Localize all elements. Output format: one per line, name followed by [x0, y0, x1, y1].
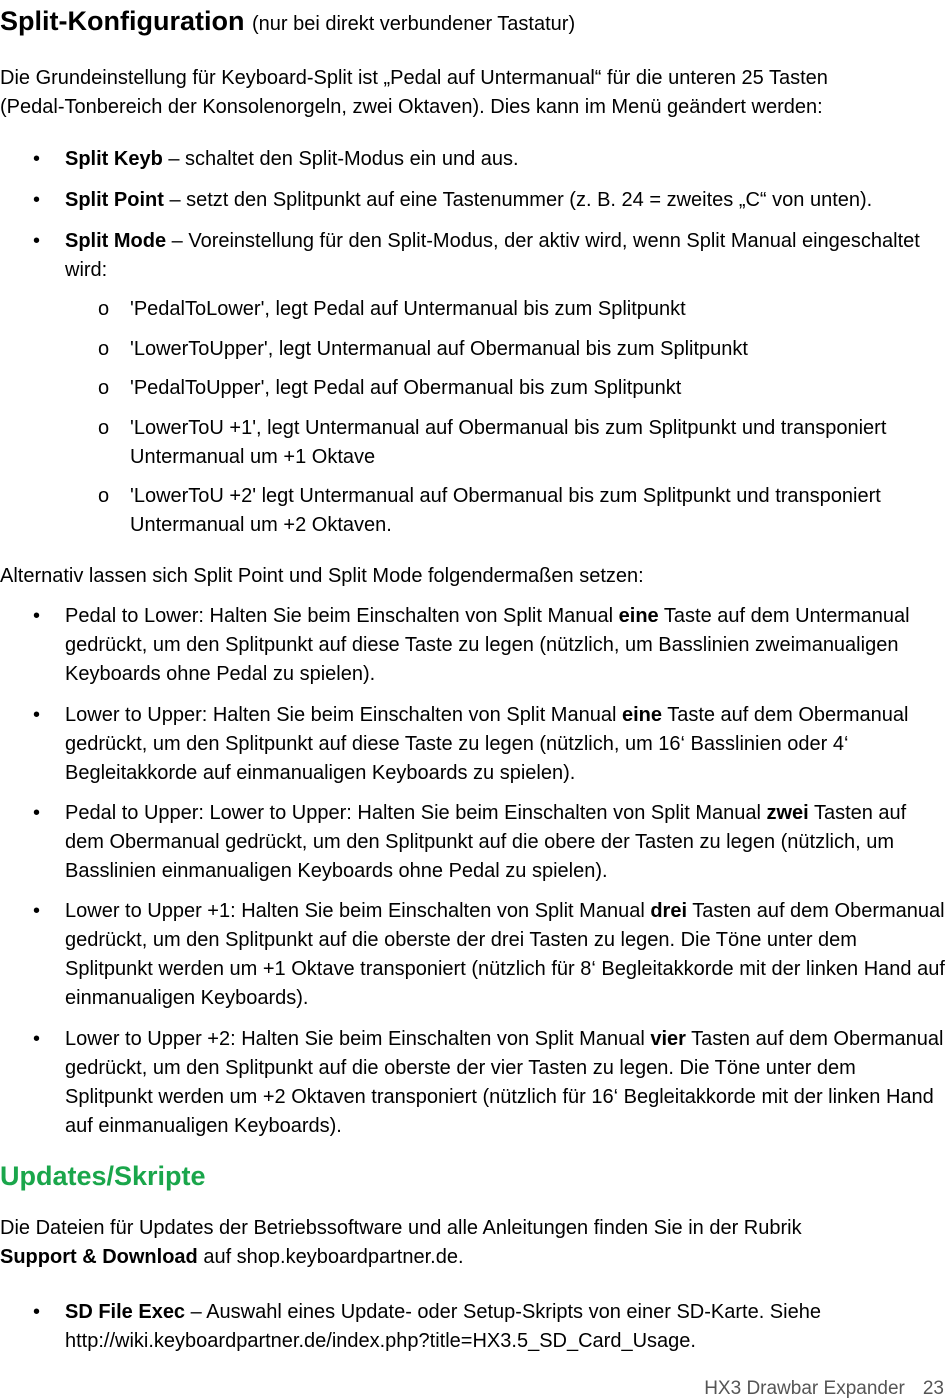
split-mode-option-text: 'PedalToUpper', legt Pedal auf Obermanual bis zum Splitpunkt — [130, 377, 682, 399]
alt-item-emphasis: eine — [621, 704, 662, 726]
updates-heading: Updates/Skripte — [0, 1161, 206, 1191]
menu-item-desc: – Auswahl eines Update- oder Setup-Skripts von einer SD-Karte. Siehe http://wiki.keyboardpartner.de/index.php?title=HX3.5_SD_Card_Usage. — [65, 1301, 821, 1352]
bullet-icon: • — [33, 704, 41, 726]
split-config-subtitle: (nur bei direkt verbundener Tastatur) — [251, 13, 576, 35]
split-intro-line-1: Die Grundeinstellung für Keyboard-Split ist „Pedal auf Untermanual“ für die unteren 25 Tasten — [0, 67, 828, 89]
bullet-icon: • — [33, 1301, 41, 1323]
bullet-icon: • — [33, 900, 41, 922]
bullet-icon: • — [33, 1028, 41, 1050]
bullet-icon: • — [33, 802, 41, 824]
alt-item-emphasis: vier — [650, 1028, 686, 1050]
split-config-heading — [0, 6, 575, 37]
alt-item-text: Taste auf dem Untermanual gedrückt, um den Splitpunkt auf diese Taste zu legen (nützlich, um Basslinien zweimanualigen Keyboards ohne Pedal zu spielen). — [65, 605, 910, 685]
menu-item-term: SD File Exec — [65, 1301, 186, 1323]
alt-intro-text: Alternativ lassen sich Split Point und Split Mode folgendermaßen setzen: — [0, 565, 644, 587]
circle-bullet-icon: o — [98, 417, 110, 439]
alt-item-emphasis: eine — [618, 605, 659, 627]
alt-item-text: Tasten auf dem Obermanual gedrückt, um den Splitpunkt auf die oberste der vier Tasten zu legen. Die Töne unter dem Splitpunkt werden um +2 Oktaven transponiert (nützlich für 16‘ Begleitakkorde mit der linken Hand auf einmanualigen Keyboards). — [65, 1028, 944, 1137]
split-mode-option-text: 'LowerToUpper', legt Untermanual auf Obermanual bis zum Splitpunkt — [130, 338, 748, 360]
split-mode-option-text: 'PedalToLower', legt Pedal auf Untermanual bis zum Splitpunkt — [130, 298, 686, 320]
alt-item-text: Tasten auf dem Obermanual gedrückt, um den Splitpunkt auf die oberste der drei Tasten zu legen. Die Töne unter dem Splitpunkt werden um +1 Oktave transponiert (nützlich für 8‘ Begleitakkorde mit der linken Hand auf einmanualigen Keyboards). — [65, 900, 945, 1009]
split-mode-option-text: 'LowerToU +2' legt Untermanual auf Obermanual bis zum Splitpunkt und transponiert Untermanual um +2 Oktaven. — [130, 485, 881, 536]
alt-item-text: Taste auf dem Obermanual gedrückt, um den Splitpunkt auf diese Taste zu legen (nützlich, um 16‘ Basslinien oder 4‘ Begleitakkorde auf einmanualigen Keyboards zu spielen). — [65, 704, 909, 784]
alt-item-text: Pedal to Upper: Lower to Upper: Halten Sie beim Einschalten von Split Manual — [65, 802, 767, 824]
alt-item-text: Tasten auf dem Obermanual gedrückt, um den Splitpunkt auf die obere der Tasten zu legen (nützlich, um Basslinien einmanualigen Keyboards ohne Pedal zu spielen). — [65, 802, 907, 882]
menu-item-term: Split Keyb — [65, 148, 163, 170]
updates-intro-text: Die Dateien für Updates der Betriebssoftware und alle Anleitungen finden Sie in der Rubrik — [0, 1217, 802, 1239]
circle-bullet-icon: o — [98, 338, 110, 360]
menu-item-term: Split Point — [65, 189, 164, 211]
split-config-title: Split-Konfiguration — [0, 6, 245, 36]
alt-item-text: Pedal to Lower: Halten Sie beim Einschalten von Split Manual — [65, 605, 619, 627]
footer-title: HX3 Drawbar Expander — [704, 1378, 905, 1399]
bullet-icon: • — [33, 605, 41, 627]
split-intro — [0, 64, 948, 122]
menu-item-desc: – schaltet den Split-Modus ein und aus. — [162, 148, 519, 170]
page-number: 23 — [922, 1378, 944, 1399]
updates-intro-tail: auf shop.keyboardpartner.de. — [197, 1246, 464, 1268]
support-download-label: Support & Download — [0, 1246, 198, 1268]
alt-item-text: Lower to Upper +1: Halten Sie beim Einschalten von Split Manual — [65, 900, 651, 922]
bullet-icon: • — [33, 230, 41, 252]
bullet-icon: • — [33, 189, 41, 211]
alt-item-text: Lower to Upper +2: Halten Sie beim Einschalten von Split Manual — [65, 1028, 651, 1050]
circle-bullet-icon: o — [98, 298, 110, 320]
bullet-icon: • — [33, 148, 41, 170]
updates-intro — [0, 1214, 948, 1272]
circle-bullet-icon: o — [98, 485, 110, 507]
alt-item-emphasis: zwei — [766, 802, 809, 824]
circle-bullet-icon: o — [98, 377, 110, 399]
split-intro-line-2: (Pedal-Tonbereich der Konsolenorgeln, zwei Oktaven). Dies kann im Menü geändert werden: — [0, 96, 823, 118]
page-footer — [704, 1378, 944, 1400]
alt-intro — [0, 562, 948, 591]
alt-item-emphasis: drei — [650, 900, 688, 922]
alt-item-text: Lower to Upper: Halten Sie beim Einschalten von Split Manual — [65, 704, 622, 726]
split-mode-option-text: 'LowerToU +1', legt Untermanual auf Obermanual bis zum Splitpunkt und transponiert Untermanual um +1 Oktave — [130, 417, 887, 468]
menu-item-desc: – setzt den Splitpunkt auf eine Tastenummer (z. B. 24 = zweites „C“ von unten). — [163, 189, 873, 211]
menu-item-term: Split Mode — [65, 230, 167, 252]
menu-item-desc: – Voreinstellung für den Split-Modus, der aktiv wird, wenn Split Manual eingeschaltet wird: — [65, 230, 920, 281]
